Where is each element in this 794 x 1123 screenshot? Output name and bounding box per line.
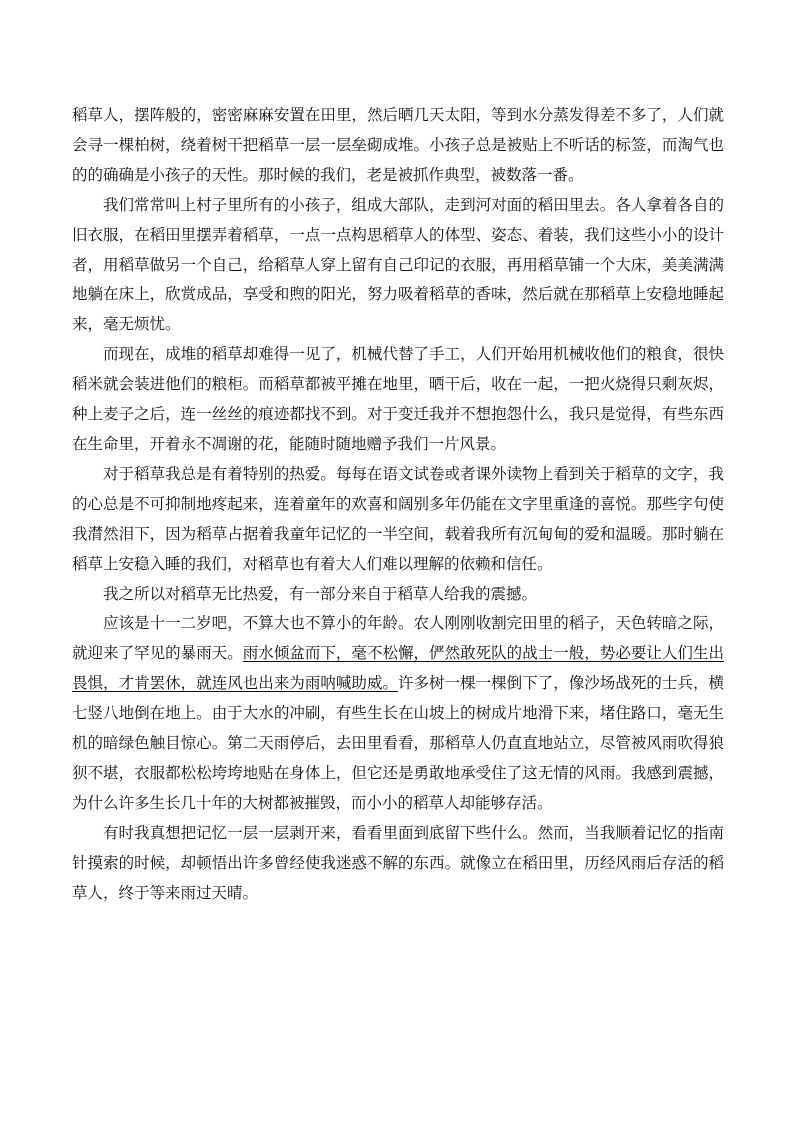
paragraph-7-text: 有时我真想把记忆一层一层剥开来，看看里面到底留下些什么。然而，当我顺着记忆的指南针摸索的时候，却顿悟出许多曾经使我迷惑不解的东西。就像立在稻田里，历经风雨后存活的稻草人，终于等来雨过天晴。 — [72, 823, 724, 902]
underlined-passage: 雨水倾盆而下，毫不松懈，俨然敢死队的战士一般，势必要让人们生出畏惧，才肯罢休，就连风也出来为雨呐喊助威。 — [72, 644, 724, 693]
paragraph-6 — [72, 609, 724, 818]
paragraph-7 — [72, 819, 724, 909]
paragraph-2-text: 我们常常叫上村子里所有的小孩子，组成大部队，走到河对面的稻田里去。各人拿着各自的旧衣服，在稻田里摆弄着稻草，一点一点构思稻草人的体型、姿态、着装，我们这些小小的设计者，用稻草做另一个自己，给稻草人穿上留有自己印记的衣服，再用稻草铺一个大床，美美满满地躺在床上，欣赏成品，享受和煦的阳光，努力吸着稻草的香味，然后就在那稻草上安稳地睡起来，毫无烦忧。 — [72, 195, 724, 334]
paragraph-3 — [72, 340, 724, 460]
paragraph-1-text: 稻草人，摆阵般的，密密麻麻安置在田里，然后晒几天太阳，等到水分蒸发得差不多了，人们就会寻一棵柏树，绕着树干把稻草一层一层垒砌成堆。小孩子总是被贴上不听话的标签，而淘气也的的确确是小孩子的天性。那时候的我们，老是被抓作典型，被数落一番。 — [72, 106, 724, 184]
paragraph-5-text: 我之所以对稻草无比热爱，有一部分来自于稻草人给我的震撼。 — [103, 584, 538, 603]
paragraph-5 — [72, 580, 724, 610]
paragraph-1 — [72, 101, 724, 191]
paragraph-2 — [72, 191, 724, 341]
paragraph-4-text: 对于稻草我总是有着特别的热爱。每每在语文试卷或者课外读物上看到关于稻草的文字，我的心总是不可抑制地疼起来，连着童年的欢喜和阔别多年仍能在文字里重逢的喜悦。那些字句使我潸然泪下，因为稻草占据着我童年记忆的一半空间，载着我所有沉甸甸的爱和温暖。那时躺在稻草上安稳入睡的我们，对稻草也有着大人们难以理解的依赖和信任。 — [72, 464, 724, 573]
paragraph-6-text-a: 应该是十一二岁吧，不算大也不算小的年龄。农人刚刚收割完田里的稻子，天色转暗之际，就迎来了罕见的暴雨天。 — [72, 614, 724, 663]
paragraph-3-text: 而现在，成堆的稻草却难得一见了，机械代替了手工，人们开始用机械收他们的粮食，很快稻米就会装进他们的粮柜。而稻草都被平摊在地里，晒干后，收在一起，一把火烧得只剩灰烬，种上麦子之后，连一丝丝的痕迹都找不到。对于变迁我并不想抱怨什么，我只是觉得，有些东西在生命里，开着永不凋谢的花，能随时随地赠予我们一片风景。 — [72, 345, 724, 453]
document-page — [72, 101, 724, 908]
paragraph-6-text-b: 许多树一棵一棵倒下了，像沙场战死的士兵，横七竖八地倒在地上。由于大水的冲刷，有些生长在山坡上的树成片地滑下来，堵住路口，毫无生机的暗绿色触目惊心。第二天雨停后，去田里看看，那稻草人仍直直地站立，尽管被风雨吹得狼狈不堪，衣服都松松垮垮地贴在身体上，但它还是勇敢地承受住了这无情的风雨。我感到震撼，为什么许多生长几十年的大树都被摧毁，而小小的稻草人却能够存活。 — [72, 674, 724, 812]
paragraph-4 — [72, 460, 724, 580]
